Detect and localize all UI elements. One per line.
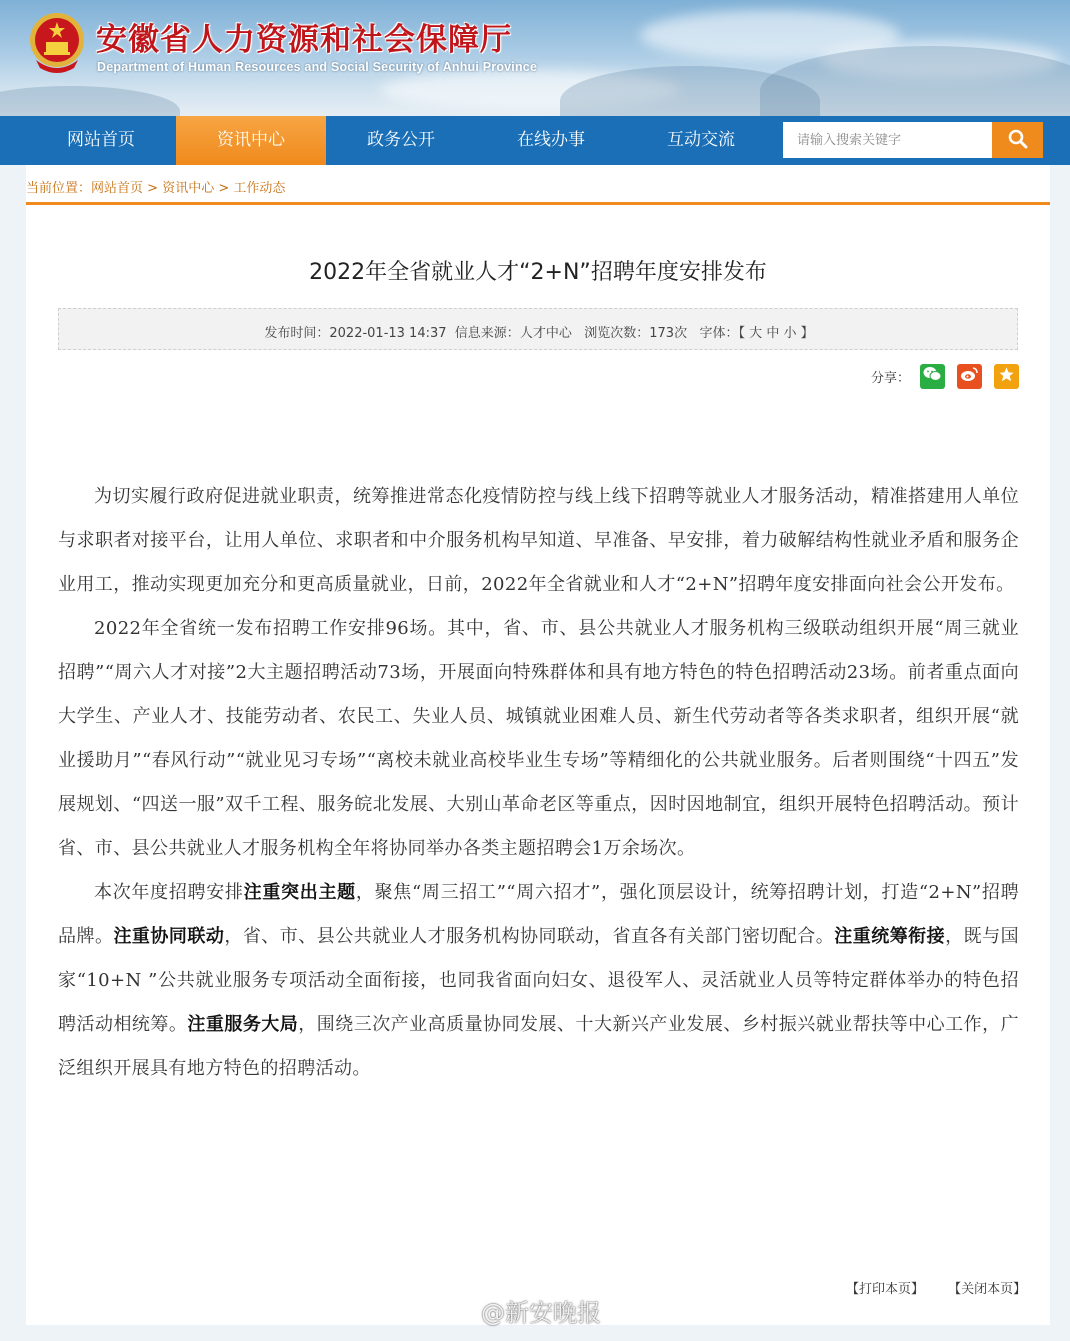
text-run: ，既与国家“10+N ”公共就业服务专项活动全面衔接，也同我省面向妇女、退役军人、灵活就业人员等特定群体举办的特色招聘活动相统筹。 [58, 926, 1019, 1035]
emphasis-text: 注重服务大局 [187, 1014, 299, 1035]
font-large-button[interactable]: 大 [749, 326, 763, 341]
search-icon [1008, 129, 1028, 152]
publish-time-label: 发布时间： [264, 326, 330, 341]
article-body [58, 475, 1019, 1091]
emphasis-text: 注重协同联动 [113, 926, 225, 947]
breadcrumb-news-center[interactable]: 资讯中心 [162, 181, 215, 196]
breadcrumb-bar [26, 165, 1050, 205]
article-paragraph: 为切实履行政府促进就业职责，统筹推进常态化疫情防控与线上线下招聘等就业人才服务活动，精准搭建用人单位与求职者对接平台，让用人单位、求职者和中介服务机构早知道、早准备、早安排，着力破解结构性就业矛盾和服务企业用工，推动实现更加充分和更高质量就业，日前，2022年全省就业和人才“2+N”招聘年度安排面向社会公开发布。 [58, 486, 1019, 595]
font-medium-button[interactable]: 中 [766, 326, 780, 341]
site-subtitle: Department of Human Resources and Social Security of Anhui Province [97, 60, 538, 74]
source: 人才中心 [519, 326, 572, 341]
share-weibo-button[interactable] [957, 364, 982, 389]
footer-links [826, 1278, 1026, 1297]
share-bar [871, 363, 1019, 389]
emphasis-text: 注重统筹衔接 [834, 926, 946, 947]
favorite-star-icon [998, 366, 1015, 387]
print-page-link[interactable]: 【打印本页】 [846, 1282, 925, 1297]
breadcrumb-separator: > [214, 181, 234, 196]
publish-time: 2022-01-13 14:37 [329, 326, 447, 341]
text-run: ，聚焦“周三招工”“周六招才”，强化顶层设计，统筹招聘计划，打造“2+N”招聘品牌。 [58, 882, 1020, 947]
weibo-icon [960, 366, 979, 386]
views-label: 浏览次数： [584, 326, 650, 341]
breadcrumb-work-updates[interactable]: 工作动态 [233, 181, 286, 196]
source-label: 信息来源： [454, 326, 520, 341]
share-label: 分享： [871, 370, 911, 386]
article-panel [26, 205, 1050, 1325]
search-input[interactable] [783, 122, 992, 158]
share-favorite-button[interactable] [994, 364, 1019, 389]
article-paragraph: 2022年全省统一发布招聘工作安排96场。其中，省、市、县公共就业人才服务机构三级联动组织开展“周三就业招聘”“周六人才对接”2大主题招聘活动73场，开展面向特殊群体和具有地方特色的特色招聘活动23场。前者重点面向大学生、产业人才、技能劳动者、农民工、失业人员、城镇就业困难人员、新生代劳动者等各类求职者，组织开展“就业援助月”“春风行动”“就业见习专场”“离校未就业高校毕业生专场”等精细化的公共就业服务。后者则围绕“十四五”发展规划、“四送一服”双千工程、服务皖北发展、大别山革命老区等重点，因时因地制宜，组织开展特色招聘活动。预计省、市、县公共就业人才服务机构全年将协同举办各类主题招聘会1万余场次。 [58, 618, 1019, 859]
close-page-link[interactable]: 【关闭本页】 [948, 1282, 1027, 1297]
header-banner [0, 0, 1070, 116]
nav-item-online-services[interactable]: 在线办事 [517, 130, 585, 150]
site-title: 安徽省人力资源和社会保障厅 [96, 22, 512, 58]
article-meta-bar [58, 308, 1018, 350]
watermark [445, 1293, 601, 1328]
wechat-icon [923, 366, 942, 386]
text-run: 本次年度招聘安排 [94, 882, 244, 903]
breadcrumb-separator: > [143, 181, 163, 196]
weibo-logo-icon [445, 1299, 475, 1323]
emphasis-text: 注重突出主题 [243, 882, 356, 903]
watermark-text: @新安晚报 [481, 1299, 601, 1327]
font-size-label: 字体： [699, 326, 739, 341]
search-button[interactable] [992, 122, 1043, 158]
breadcrumb-prefix: 当前位置： [26, 181, 92, 196]
text-run: ，省、市、县公共就业人才服务机构协同联动，省直各有关部门密切配合。 [224, 926, 835, 947]
font-bracket-close: 】 [800, 326, 814, 341]
main-nav [0, 116, 1070, 165]
font-bracket-open: 【 [738, 326, 746, 341]
nav-item-government-affairs[interactable]: 政务公开 [367, 130, 435, 150]
nav-item-home[interactable]: 网站首页 [67, 130, 135, 150]
article-paragraph [58, 871, 1019, 1091]
text-run: ，围绕三次产业高质量协同发展、十大新兴产业发展、乡村振兴就业帮扶等中心工作，广泛组织开展具有地方特色的招聘活动。 [58, 1014, 1019, 1079]
breadcrumb [26, 177, 285, 196]
nav-item-news-center[interactable]: 资讯中心 [176, 116, 326, 165]
breadcrumb-home[interactable]: 网站首页 [91, 181, 144, 196]
article-meta [59, 322, 1019, 341]
article-title: 2022年全省就业人才“2+N”招聘年度安排发布 [309, 260, 767, 285]
nav-item-interaction[interactable]: 互动交流 [667, 130, 735, 150]
share-wechat-button[interactable] [920, 364, 945, 389]
views-count: 173次 [649, 326, 688, 341]
font-small-button[interactable]: 小 [783, 326, 797, 341]
national-emblem-icon [28, 10, 86, 76]
